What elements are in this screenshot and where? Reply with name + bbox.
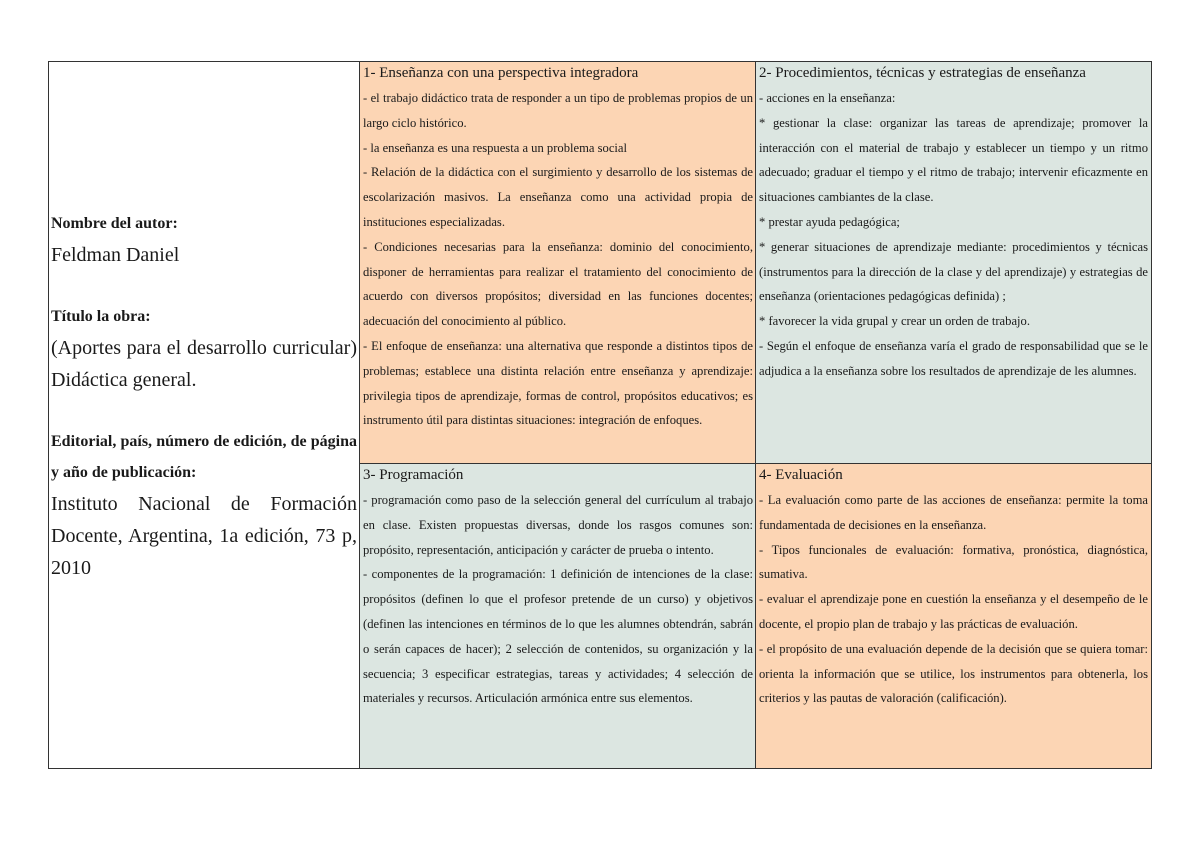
- section-paragraph: * generar situaciones de aprendizaje mediante: procedimientos y técnicas (instrumentos para la dirección de la clase y del aprendizaje) y estrategias de enseñanza (orientaciones pedagógicas definida) ;: [759, 239, 1148, 304]
- section-paragraph: - Tipos funcionales de evaluación: formativa, pronóstica, diagnóstica, sumativa.: [759, 542, 1148, 582]
- editorial-value: Instituto Nacional de Formación Docente, Argentina, 1a edición, 73 p, 2010: [51, 493, 357, 579]
- section-evaluation: [756, 464, 1151, 768]
- section-paragraph: - Condiciones necesarias para la enseñanza: dominio del conocimiento, disponer de herramientas para realizar el tratamiento del conocimiento de acuerdo con diversos propósitos; diversidad en las funciones docentes; adecuación del conocimiento al público.: [363, 239, 753, 329]
- title-label: Título la obra:: [51, 308, 151, 325]
- author-value: Feldman Daniel: [51, 244, 180, 266]
- section-heading: 1- Enseñanza con una perspectiva integradora: [363, 65, 639, 81]
- editorial-label: Editorial, país, número de edición, de página y año de publicación:: [51, 433, 357, 481]
- section-paragraph: - componentes de la programación: 1 definición de intenciones de la clase: propósitos (definen lo que el profesor pretende de un curso) y objetivos (definen las intenciones en términos de lo que les alumnes obtendrán, sabrán o serán capaces de hacer); 2 selección de contenidos, su organización y la secuencia; 3 especificar estrategias, tareas y actividades; 4 selección de materiales y recursos. Articulación armónica entre sus elementos.: [363, 567, 753, 706]
- section-paragraph: - la enseñanza es una respuesta a un problema social: [363, 140, 628, 155]
- section-heading: 4- Evaluación: [759, 467, 843, 483]
- section-heading: 2- Procedimientos, técnicas y estrategias de enseñanza: [759, 65, 1086, 81]
- section-paragraph: * gestionar la clase: organizar las tareas de aprendizaje; promover la interacción con el material de trabajo y establecer un tiempo y un ritmo adecuado; graduar el tiempo y el ritmo de trabajo; intervenir eficazmente en situaciones cambiantes de la clase.: [759, 115, 1148, 205]
- section-paragraph: - acciones en la enseñanza:: [759, 91, 896, 105]
- section-paragraph: - el trabajo didáctico trata de responder a un tipo de problemas propios de un largo ciclo histórico.: [363, 91, 753, 130]
- section-paragraph: - programación como paso de la selección general del currículum al trabajo en clase. Existen propuestas diversas, donde los rasgos comunes son: propósito, representación, anticipación y carácter de prueba o intento.: [363, 493, 753, 557]
- section-paragraph: * prestar ayuda pedagógica;: [759, 214, 900, 229]
- summary-table: [48, 61, 1152, 769]
- section-paragraph: - el propósito de una evaluación depende de la decisión que se quiera tomar: orienta la información que se utilice, los instrumentos para obtenerla, los criterios y las pautas de valoración (calificación).: [759, 641, 1148, 706]
- section-paragraph: - Según el enfoque de enseñanza varía el grado de responsabilidad que se le adjudica a la enseñanza sobre los resultados de aprendizaje de les alumnes.: [759, 338, 1148, 378]
- title-value: (Aportes para el desarrollo curricular) Didáctica general.: [51, 337, 357, 391]
- section-teaching-perspective: [360, 62, 756, 464]
- section-heading: 3- Programación: [363, 467, 464, 483]
- section-paragraph: - evaluar el aprendizaje pone en cuestión la enseñanza y el desempeño de le docente, el propio plan de trabajo y las prácticas de evaluación.: [759, 592, 1148, 631]
- section-procedures: [756, 62, 1151, 464]
- section-programming: [360, 464, 756, 768]
- section-paragraph: - La evaluación como parte de las acciones de enseñanza: permite la toma fundamentada de decisiones en la enseñanza.: [759, 493, 1148, 532]
- author-label: Nombre del autor:: [51, 215, 178, 232]
- bibliographic-cell: [49, 62, 360, 768]
- section-paragraph: * favorecer la vida grupal y crear un orden de trabajo.: [759, 314, 1030, 329]
- section-paragraph: - El enfoque de enseñanza: una alternativa que responde a distintos tipos de problemas; establece una distinta relación entre enseñanza y aprendizaje: privilegia tipos de aprendizaje, formas de control, propósitos educativos; es instrumento útil para distintas situaciones: integración de enfoques.: [363, 338, 753, 428]
- section-paragraph: - Relación de la didáctica con el surgimiento y desarrollo de los sistemas de escolarización masivos. La enseñanza como una actividad propia de instituciones especializadas.: [363, 165, 753, 229]
